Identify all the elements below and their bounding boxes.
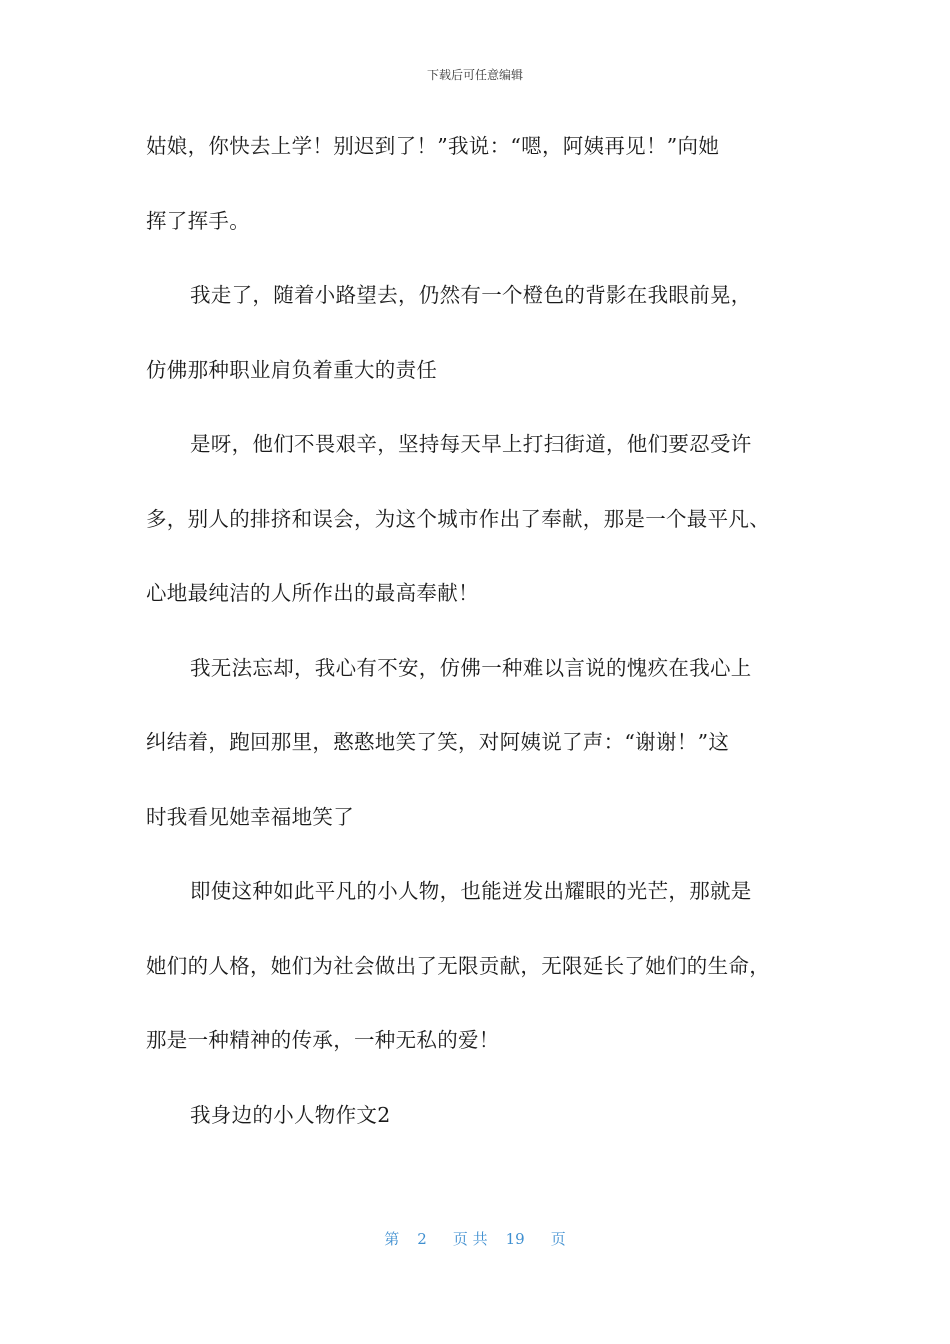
paragraph-start: 即使这种如此平凡的小人物，也能迸发出耀眼的光芒，那就是	[190, 879, 752, 903]
paragraph-start: 我走了，随着小路望去，仍然有一个橙色的背影在我眼前晃，	[190, 283, 752, 307]
text-line: 多，别人的排挤和误会，为这个城市作出了奉献，那是一个最平凡、	[146, 506, 770, 531]
text-line: 仿佛那种职业肩负着重大的责任	[146, 357, 438, 382]
footer-middle: 页 共	[452, 1230, 488, 1248]
page-footer	[0, 1228, 950, 1249]
text-line: 挥了挥手。	[146, 208, 250, 233]
text-line: 时我看见她幸福地笑了	[146, 804, 354, 829]
text-line: 心地最纯洁的人所作出的最高奉献！	[146, 581, 479, 605]
paragraph-start: 我无法忘却，我心有不安，仿佛一种难以言说的愧疚在我心上	[190, 655, 752, 680]
page-header: 下载后可任意编辑	[426, 68, 523, 82]
section-heading: 我身边的小人物作文2	[190, 1102, 391, 1127]
footer-suffix: 页	[550, 1230, 566, 1248]
footer-page-number: 2	[417, 1230, 427, 1248]
text-line: 那是一种精神的传承，一种无私的爱！	[146, 1028, 500, 1052]
footer-prefix: 第	[384, 1230, 400, 1248]
text-line: 姑娘，你快去上学！别迟到了！”我说：“嗯，阿姨再见！”向她	[146, 134, 720, 158]
paragraph-start: 是呀，他们不畏艰辛，坚持每天早上打扫街道，他们要忍受许	[190, 432, 752, 456]
text-line: 纠结着，跑回那里，憨憨地笑了笑，对阿姨说了声：“谢谢！”这	[146, 730, 730, 754]
document-body	[146, 126, 810, 1169]
footer-total-pages: 19	[505, 1230, 525, 1248]
text-line: 她们的人格，她们为社会做出了无限贡献，无限延长了她们的生命，	[146, 953, 770, 978]
